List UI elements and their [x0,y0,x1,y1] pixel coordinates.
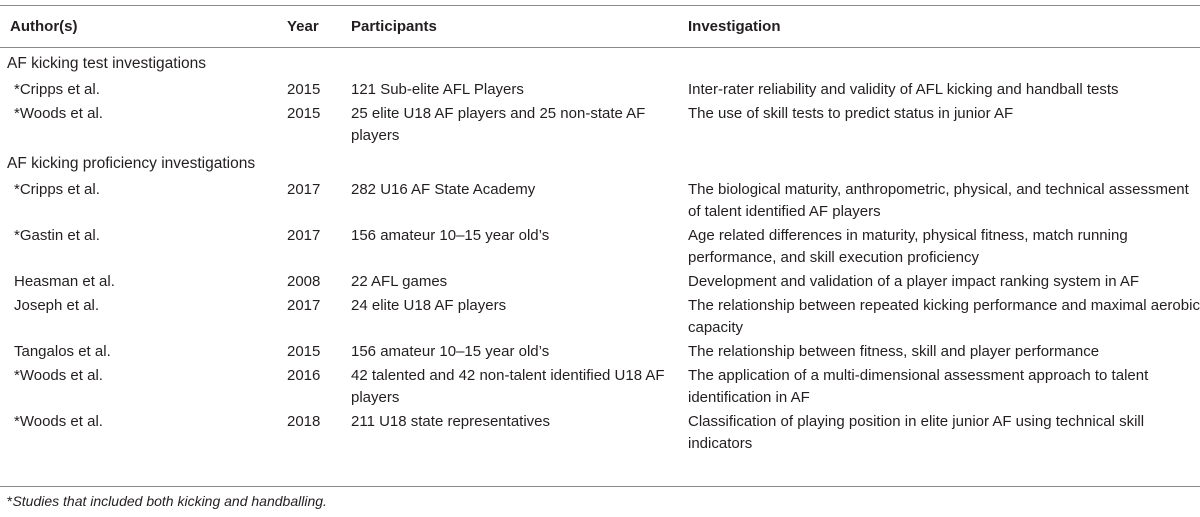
cell-participants: 22 AFL games [351,273,448,290]
cell-participants: 25 elite U18 AF players and 25 non-state AF players [351,105,646,144]
cell-investigation: The use of skill tests to predict status in junior AF [688,105,1014,122]
studies-table [0,5,1200,455]
header-year: Year [287,17,319,35]
cell-investigation: The application of a multi-dimensional assessment approach to talent identification in AF [688,367,1149,406]
cell-investigation: The relationship between fitness, skill and player performance [688,343,1100,360]
cell-investigation: Inter-rater reliability and validity of AFL kicking and handball tests [688,81,1119,98]
header-investigation: Investigation [688,17,781,35]
cell-participants: 42 talented and 42 non-talent identified U18 AF players [351,367,665,406]
cell-author: Joseph et al. [14,297,100,314]
bottom-rule [0,486,1200,487]
footnote-text: Studies that included both kicking and handballing. [12,493,327,509]
cell-year: 2017 [287,227,321,244]
header-author: Author(s) [10,17,78,35]
cell-investigation: Age related differences in maturity, physical fitness, match running performance, and skill execution proficiency [688,227,1128,266]
table-row [0,363,1200,409]
cell-author: *Woods et al. [14,367,103,384]
cell-author: Heasman et al. [14,273,115,290]
cell-year: 2015 [287,105,321,122]
cell-investigation: The relationship between repeated kicking performance and maximal aerobic capacity [688,297,1200,336]
table-row [0,339,1200,363]
table-row [0,269,1200,293]
header-row [0,5,1200,47]
cell-year: 2017 [287,297,321,314]
cell-year: 2017 [287,181,321,198]
cell-investigation: The biological maturity, anthropometric, physical, and technical assessment of talent identified AF players [688,181,1189,220]
section-title: AF kicking test investigations [7,55,207,72]
cell-participants: 121 Sub-elite AFL Players [351,81,524,98]
table-row [0,177,1200,223]
cell-author: *Cripps et al. [14,181,100,198]
section-heading [0,147,1200,177]
table-row [0,101,1200,147]
cell-investigation: Development and validation of a player impact ranking system in AF [688,273,1140,290]
cell-year: 2015 [287,343,321,360]
footnote-marker: * [7,493,13,509]
cell-investigation: Classification of playing position in elite junior AF using technical skill indicators [688,413,1145,452]
cell-author: *Woods et al. [14,413,103,430]
cell-participants: 211 U18 state representatives [351,413,551,430]
table-row [0,77,1200,101]
table-row [0,409,1200,455]
section-heading [0,47,1200,77]
cell-participants: 282 U16 AF State Academy [351,181,536,198]
cell-participants: 24 elite U18 AF players [351,297,507,314]
cell-year: 2008 [287,273,321,290]
cell-year: 2016 [287,367,321,384]
cell-author: *Woods et al. [14,105,103,122]
cell-author: *Gastin et al. [14,227,100,244]
cell-year: 2015 [287,81,321,98]
section-title: AF kicking proficiency investigations [7,155,256,172]
cell-author: *Cripps et al. [14,81,100,98]
table-row [0,293,1200,339]
cell-year: 2018 [287,413,321,430]
header-participants: Participants [351,17,437,35]
cell-participants: 156 amateur 10–15 year old’s [351,343,550,360]
table-row [0,223,1200,269]
cell-author: Tangalos et al. [14,343,111,360]
table-footnote [7,493,327,509]
cell-participants: 156 amateur 10–15 year old’s [351,227,550,244]
